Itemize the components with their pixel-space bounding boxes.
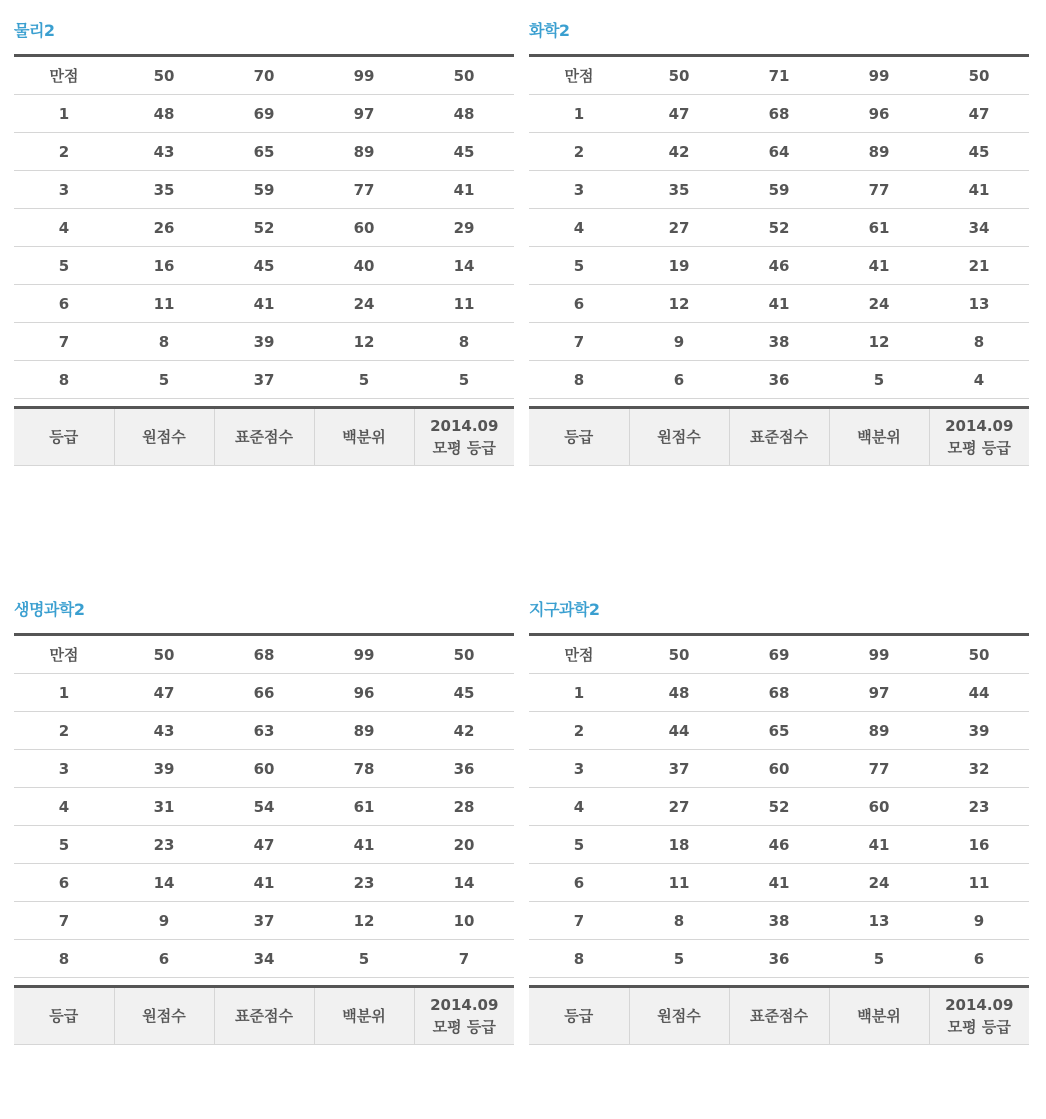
percentile-cell: 78 xyxy=(314,750,414,788)
standard-score-cell: 70 xyxy=(214,56,314,95)
mock-grade-cell: 47 xyxy=(929,95,1029,133)
table-row xyxy=(529,56,1029,95)
table-row xyxy=(14,56,514,95)
col-header-mock xyxy=(414,987,514,1045)
mock-header-line1: 2014.09 xyxy=(430,996,499,1014)
percentile-cell: 96 xyxy=(829,95,929,133)
mock-header-line1: 2014.09 xyxy=(430,417,499,435)
raw-score-cell: 27 xyxy=(629,209,729,247)
grade-cell: 8 xyxy=(529,940,629,978)
table-row xyxy=(14,674,514,712)
col-header-raw: 원점수 xyxy=(114,408,214,466)
standard-score-cell: 64 xyxy=(729,133,829,171)
table-row xyxy=(14,171,514,209)
raw-score-cell: 35 xyxy=(629,171,729,209)
standard-score-cell: 59 xyxy=(214,171,314,209)
mock-grade-cell: 39 xyxy=(929,712,1029,750)
standard-score-cell: 63 xyxy=(214,712,314,750)
percentile-cell: 77 xyxy=(314,171,414,209)
table-row xyxy=(14,323,514,361)
table-row xyxy=(14,788,514,826)
mock-grade-cell: 45 xyxy=(414,133,514,171)
percentile-cell: 99 xyxy=(829,635,929,674)
mock-grade-cell: 8 xyxy=(414,323,514,361)
grade-cell: 3 xyxy=(14,750,114,788)
raw-score-cell: 9 xyxy=(629,323,729,361)
standard-score-cell: 52 xyxy=(729,209,829,247)
standard-score-cell: 54 xyxy=(214,788,314,826)
mock-grade-cell: 13 xyxy=(929,285,1029,323)
table-row xyxy=(14,247,514,285)
raw-score-cell: 9 xyxy=(114,902,214,940)
raw-score-cell: 14 xyxy=(114,864,214,902)
col-header-mock xyxy=(414,408,514,466)
col-header-percentile: 백분위 xyxy=(314,987,414,1045)
mock-grade-cell: 4 xyxy=(929,361,1029,399)
mock-grade-cell: 50 xyxy=(414,56,514,95)
percentile-cell: 77 xyxy=(829,171,929,209)
mock-grade-cell: 50 xyxy=(414,635,514,674)
grade-cell: 3 xyxy=(529,750,629,788)
standard-score-cell: 60 xyxy=(214,750,314,788)
table-row xyxy=(14,285,514,323)
standard-score-cell: 45 xyxy=(214,247,314,285)
percentile-cell: 89 xyxy=(314,133,414,171)
table-row xyxy=(14,95,514,133)
percentile-cell: 60 xyxy=(314,209,414,247)
table-row xyxy=(529,902,1029,940)
mock-header-line2: 모평 등급 xyxy=(947,1018,1011,1036)
table-row xyxy=(14,864,514,902)
table-row xyxy=(14,133,514,171)
mock-grade-cell: 32 xyxy=(929,750,1029,788)
mock-grade-cell: 23 xyxy=(929,788,1029,826)
raw-score-cell: 26 xyxy=(114,209,214,247)
table-row xyxy=(529,864,1029,902)
grade-cell: 8 xyxy=(529,361,629,399)
standard-score-cell: 68 xyxy=(729,95,829,133)
grade-cell: 2 xyxy=(14,133,114,171)
mock-grade-cell: 36 xyxy=(414,750,514,788)
standard-score-cell: 69 xyxy=(729,635,829,674)
mock-grade-cell: 11 xyxy=(929,864,1029,902)
grade-cell: 5 xyxy=(529,826,629,864)
grade-cut-table xyxy=(14,985,514,1045)
subject-panel xyxy=(529,599,1029,1045)
grade-cell: 8 xyxy=(14,361,114,399)
raw-score-cell: 11 xyxy=(114,285,214,323)
grade-cell: 7 xyxy=(529,902,629,940)
col-header-mock xyxy=(929,987,1029,1045)
mock-grade-cell: 8 xyxy=(929,323,1029,361)
grade-table-header xyxy=(529,987,1029,1045)
standard-score-cell: 52 xyxy=(729,788,829,826)
standard-score-cell: 68 xyxy=(729,674,829,712)
summary-table xyxy=(529,633,1029,978)
mock-grade-cell: 16 xyxy=(929,826,1029,864)
mock-grade-cell: 45 xyxy=(414,674,514,712)
table-row xyxy=(529,171,1029,209)
mock-grade-cell: 21 xyxy=(929,247,1029,285)
raw-score-cell: 16 xyxy=(114,247,214,285)
summary-table xyxy=(14,633,514,978)
percentile-cell: 5 xyxy=(829,361,929,399)
mock-grade-cell: 48 xyxy=(414,95,514,133)
mock-grade-cell: 11 xyxy=(414,285,514,323)
table-row xyxy=(14,712,514,750)
mock-grade-cell: 5 xyxy=(414,361,514,399)
standard-score-cell: 39 xyxy=(214,323,314,361)
grade-cell: 2 xyxy=(14,712,114,750)
raw-score-cell: 47 xyxy=(114,674,214,712)
percentile-cell: 89 xyxy=(829,712,929,750)
standard-score-cell: 65 xyxy=(729,712,829,750)
standard-score-cell: 68 xyxy=(214,635,314,674)
col-header-percentile: 백분위 xyxy=(314,408,414,466)
table-row xyxy=(529,712,1029,750)
table-row xyxy=(529,247,1029,285)
grade-cell: 5 xyxy=(529,247,629,285)
subject-title: 지구과학2 xyxy=(529,600,600,619)
raw-score-cell: 44 xyxy=(629,712,729,750)
mock-grade-cell: 7 xyxy=(414,940,514,978)
percentile-cell: 5 xyxy=(314,361,414,399)
mock-grade-cell: 44 xyxy=(929,674,1029,712)
percentile-cell: 12 xyxy=(314,323,414,361)
table-row xyxy=(529,361,1029,399)
percentile-cell: 97 xyxy=(829,674,929,712)
standard-score-cell: 41 xyxy=(214,285,314,323)
percentile-cell: 61 xyxy=(314,788,414,826)
standard-score-cell: 46 xyxy=(729,826,829,864)
grade-cell: 5 xyxy=(14,247,114,285)
table-row xyxy=(14,826,514,864)
table-row xyxy=(529,788,1029,826)
percentile-cell: 41 xyxy=(829,247,929,285)
grade-cell: 7 xyxy=(14,323,114,361)
standard-score-cell: 52 xyxy=(214,209,314,247)
raw-score-cell: 31 xyxy=(114,788,214,826)
col-header-grade: 등급 xyxy=(529,408,629,466)
grade-cell: 3 xyxy=(14,171,114,209)
standard-score-cell: 59 xyxy=(729,171,829,209)
summary-table xyxy=(14,54,514,399)
percentile-cell: 77 xyxy=(829,750,929,788)
percentile-cell: 12 xyxy=(314,902,414,940)
mock-grade-cell: 10 xyxy=(414,902,514,940)
table-row xyxy=(529,750,1029,788)
standard-score-cell: 65 xyxy=(214,133,314,171)
raw-score-cell: 35 xyxy=(114,171,214,209)
raw-score-cell: 50 xyxy=(629,56,729,95)
table-row xyxy=(14,361,514,399)
percentile-cell: 99 xyxy=(314,635,414,674)
summary-table xyxy=(529,54,1029,399)
raw-score-cell: 5 xyxy=(629,940,729,978)
standard-score-cell: 37 xyxy=(214,902,314,940)
mock-grade-cell: 14 xyxy=(414,247,514,285)
mock-grade-cell: 28 xyxy=(414,788,514,826)
col-header-raw: 원점수 xyxy=(629,408,729,466)
col-header-raw: 원점수 xyxy=(629,987,729,1045)
mock-grade-cell: 6 xyxy=(929,940,1029,978)
raw-score-cell: 12 xyxy=(629,285,729,323)
raw-score-cell: 42 xyxy=(629,133,729,171)
percentile-cell: 41 xyxy=(829,826,929,864)
grade-cell: 1 xyxy=(14,674,114,712)
raw-score-cell: 5 xyxy=(114,361,214,399)
grade-cut-table xyxy=(529,985,1029,1045)
grade-cell: 4 xyxy=(14,788,114,826)
percentile-cell: 24 xyxy=(314,285,414,323)
standard-score-cell: 34 xyxy=(214,940,314,978)
table-row xyxy=(14,635,514,674)
table-row xyxy=(14,940,514,978)
table-row xyxy=(529,674,1029,712)
grade-table-header xyxy=(14,987,514,1045)
raw-score-cell: 50 xyxy=(114,56,214,95)
mock-grade-cell: 42 xyxy=(414,712,514,750)
standard-score-cell: 60 xyxy=(729,750,829,788)
col-header-standard: 표준점수 xyxy=(729,408,829,466)
grade-cell: 3 xyxy=(529,171,629,209)
mock-header-line2: 모평 등급 xyxy=(947,439,1011,457)
grade-cell: 6 xyxy=(14,285,114,323)
standard-score-cell: 41 xyxy=(729,864,829,902)
mock-grade-cell: 20 xyxy=(414,826,514,864)
standard-score-cell: 71 xyxy=(729,56,829,95)
raw-score-cell: 6 xyxy=(629,361,729,399)
percentile-cell: 24 xyxy=(829,864,929,902)
percentile-cell: 99 xyxy=(314,56,414,95)
subject-title: 생명과학2 xyxy=(14,600,85,619)
grade-cell: 1 xyxy=(529,95,629,133)
table-row xyxy=(529,635,1029,674)
mock-grade-cell: 29 xyxy=(414,209,514,247)
standard-score-cell: 37 xyxy=(214,361,314,399)
raw-score-cell: 50 xyxy=(114,635,214,674)
grade-cell: 만점 xyxy=(529,635,629,674)
grade-cell: 2 xyxy=(529,133,629,171)
mock-grade-cell: 14 xyxy=(414,864,514,902)
table-row xyxy=(529,940,1029,978)
mock-header-line1: 2014.09 xyxy=(945,996,1014,1014)
mock-grade-cell: 41 xyxy=(929,171,1029,209)
mock-header-line2: 모평 등급 xyxy=(432,439,496,457)
col-header-grade: 등급 xyxy=(14,408,114,466)
table-row xyxy=(14,750,514,788)
mock-grade-cell: 9 xyxy=(929,902,1029,940)
standard-score-cell: 38 xyxy=(729,323,829,361)
raw-score-cell: 50 xyxy=(629,635,729,674)
percentile-cell: 96 xyxy=(314,674,414,712)
raw-score-cell: 8 xyxy=(629,902,729,940)
raw-score-cell: 48 xyxy=(629,674,729,712)
table-row xyxy=(529,285,1029,323)
grade-table-header xyxy=(529,408,1029,466)
grade-cut-table xyxy=(14,406,514,466)
standard-score-cell: 41 xyxy=(729,285,829,323)
standard-score-cell: 69 xyxy=(214,95,314,133)
raw-score-cell: 18 xyxy=(629,826,729,864)
grade-cell: 1 xyxy=(529,674,629,712)
col-header-percentile: 백분위 xyxy=(829,408,929,466)
raw-score-cell: 8 xyxy=(114,323,214,361)
raw-score-cell: 11 xyxy=(629,864,729,902)
col-header-standard: 표준점수 xyxy=(214,987,314,1045)
percentile-cell: 24 xyxy=(829,285,929,323)
percentile-cell: 61 xyxy=(829,209,929,247)
percentile-cell: 13 xyxy=(829,902,929,940)
standard-score-cell: 36 xyxy=(729,940,829,978)
table-row xyxy=(14,902,514,940)
grade-cell: 7 xyxy=(529,323,629,361)
raw-score-cell: 19 xyxy=(629,247,729,285)
mock-header-line1: 2014.09 xyxy=(945,417,1014,435)
raw-score-cell: 6 xyxy=(114,940,214,978)
grade-cell: 6 xyxy=(529,864,629,902)
percentile-cell: 5 xyxy=(829,940,929,978)
col-header-mock xyxy=(929,408,1029,466)
standard-score-cell: 38 xyxy=(729,902,829,940)
raw-score-cell: 37 xyxy=(629,750,729,788)
raw-score-cell: 23 xyxy=(114,826,214,864)
table-row xyxy=(529,209,1029,247)
standard-score-cell: 46 xyxy=(729,247,829,285)
grade-cell: 4 xyxy=(14,209,114,247)
grade-cell: 만점 xyxy=(529,56,629,95)
table-row xyxy=(14,209,514,247)
subject-title: 물리2 xyxy=(14,21,55,40)
grade-cell: 6 xyxy=(14,864,114,902)
standard-score-cell: 36 xyxy=(729,361,829,399)
table-row xyxy=(529,133,1029,171)
col-header-grade: 등급 xyxy=(14,987,114,1045)
percentile-cell: 60 xyxy=(829,788,929,826)
percentile-cell: 97 xyxy=(314,95,414,133)
table-row xyxy=(529,95,1029,133)
grade-cut-table xyxy=(529,406,1029,466)
grade-cell: 만점 xyxy=(14,635,114,674)
table-row xyxy=(529,826,1029,864)
mock-grade-cell: 34 xyxy=(929,209,1029,247)
grade-cell: 5 xyxy=(14,826,114,864)
percentile-cell: 89 xyxy=(314,712,414,750)
raw-score-cell: 39 xyxy=(114,750,214,788)
grade-table-header xyxy=(14,408,514,466)
grade-cell: 2 xyxy=(529,712,629,750)
standard-score-cell: 66 xyxy=(214,674,314,712)
mock-grade-cell: 50 xyxy=(929,635,1029,674)
table-row xyxy=(529,323,1029,361)
percentile-cell: 41 xyxy=(314,826,414,864)
grade-cell: 8 xyxy=(14,940,114,978)
mock-header-line2: 모평 등급 xyxy=(432,1018,496,1036)
percentile-cell: 40 xyxy=(314,247,414,285)
grade-cell: 6 xyxy=(529,285,629,323)
grade-cell: 4 xyxy=(529,209,629,247)
grade-cell: 1 xyxy=(14,95,114,133)
mock-grade-cell: 45 xyxy=(929,133,1029,171)
grade-cell: 4 xyxy=(529,788,629,826)
percentile-cell: 5 xyxy=(314,940,414,978)
col-header-standard: 표준점수 xyxy=(214,408,314,466)
raw-score-cell: 48 xyxy=(114,95,214,133)
mock-grade-cell: 50 xyxy=(929,56,1029,95)
subject-panel xyxy=(14,599,514,1045)
mock-grade-cell: 41 xyxy=(414,171,514,209)
raw-score-cell: 43 xyxy=(114,133,214,171)
percentile-cell: 12 xyxy=(829,323,929,361)
col-header-percentile: 백분위 xyxy=(829,987,929,1045)
grade-cell: 7 xyxy=(14,902,114,940)
percentile-cell: 89 xyxy=(829,133,929,171)
subject-panel xyxy=(529,20,1029,466)
raw-score-cell: 47 xyxy=(629,95,729,133)
raw-score-cell: 27 xyxy=(629,788,729,826)
subject-panel xyxy=(14,20,514,466)
raw-score-cell: 43 xyxy=(114,712,214,750)
col-header-standard: 표준점수 xyxy=(729,987,829,1045)
col-header-grade: 등급 xyxy=(529,987,629,1045)
standard-score-cell: 41 xyxy=(214,864,314,902)
percentile-cell: 23 xyxy=(314,864,414,902)
subject-title: 화학2 xyxy=(529,21,570,40)
percentile-cell: 99 xyxy=(829,56,929,95)
grade-cell: 만점 xyxy=(14,56,114,95)
col-header-raw: 원점수 xyxy=(114,987,214,1045)
standard-score-cell: 47 xyxy=(214,826,314,864)
